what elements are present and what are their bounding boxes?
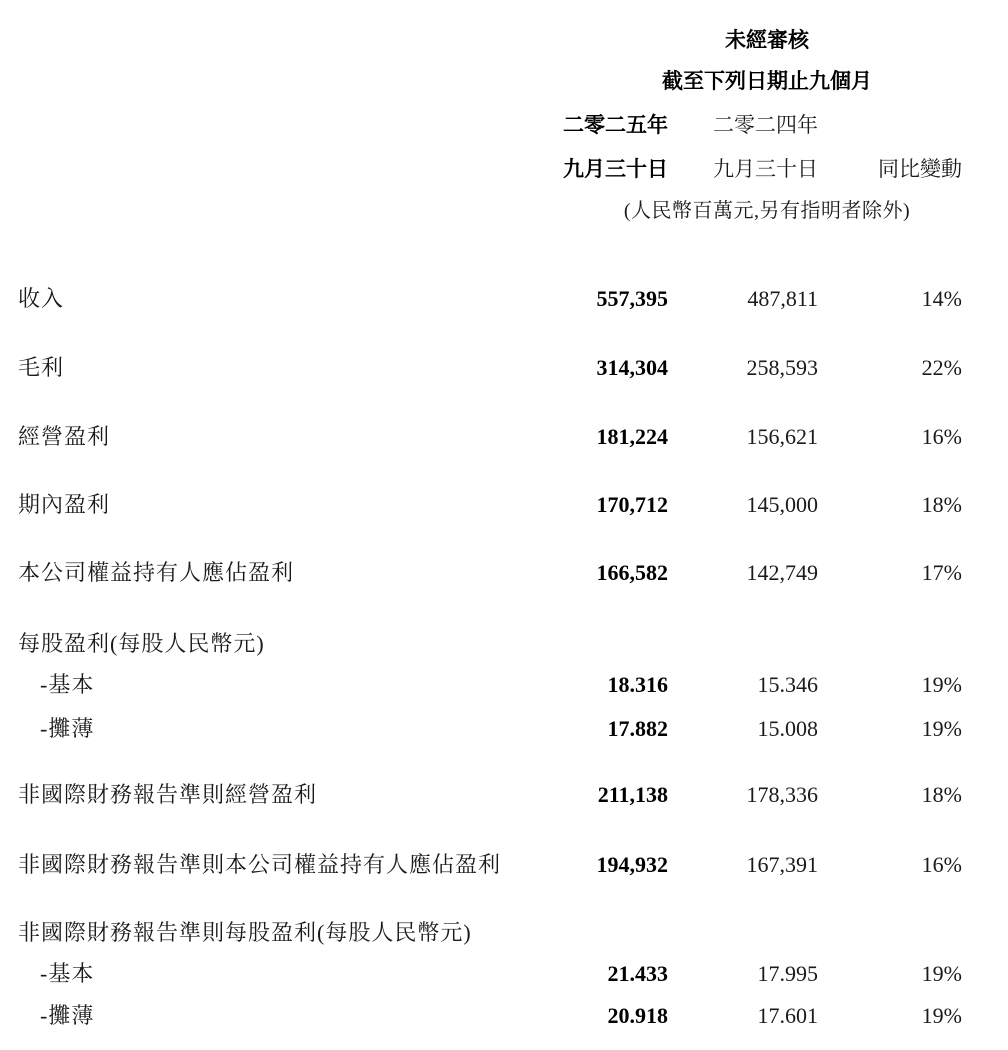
value-2025: 314,304 bbox=[596, 355, 668, 380]
row-label: 收入 bbox=[18, 286, 65, 311]
row-label: 經營盈利 bbox=[18, 424, 111, 449]
value-yoy: 16% bbox=[921, 852, 962, 877]
value-yoy: 19% bbox=[921, 961, 962, 986]
value-2024: 15.008 bbox=[757, 716, 818, 741]
value-2025: 18.316 bbox=[607, 672, 668, 697]
row-label: 非國際財務報告準則每股盈利(每股人民幣元) bbox=[18, 920, 472, 945]
value-yoy: 19% bbox=[921, 672, 962, 697]
value-2025: 17.882 bbox=[607, 716, 668, 741]
table-row-eps-diluted bbox=[18, 717, 962, 741]
row-label: -基本 bbox=[40, 961, 95, 986]
value-yoy: 14% bbox=[921, 286, 962, 311]
row-label: 本公司權益持有人應佔盈利 bbox=[18, 560, 295, 585]
value-yoy: 19% bbox=[921, 1003, 962, 1028]
value-2024: 178,336 bbox=[746, 782, 818, 807]
row-label: -攤薄 bbox=[40, 1003, 95, 1028]
column-header-dates-row bbox=[18, 157, 962, 182]
value-yoy: 17% bbox=[921, 560, 962, 585]
row-label: 非國際財務報告準則本公司權益持有人應佔盈利 bbox=[18, 852, 502, 877]
table-row-eps-basic bbox=[18, 673, 962, 697]
row-label: 每股盈利(每股人民幣元) bbox=[18, 631, 265, 656]
value-2024: 17.601 bbox=[757, 1003, 818, 1028]
value-2025: 557,395 bbox=[596, 286, 668, 311]
table-row-non-ifrs-operating-profit bbox=[18, 783, 962, 807]
value-2025: 181,224 bbox=[596, 424, 668, 449]
value-yoy: 18% bbox=[921, 492, 962, 517]
value-2024: 15.346 bbox=[757, 672, 818, 697]
table-row-non-ifrs-eps-section bbox=[18, 921, 962, 945]
value-yoy: 16% bbox=[921, 424, 962, 449]
value-2025: 166,582 bbox=[596, 560, 668, 585]
value-2024: 487,811 bbox=[747, 286, 818, 311]
col-header-date-2025: 九月三十日 bbox=[563, 158, 668, 181]
value-2024: 258,593 bbox=[746, 355, 818, 380]
value-yoy: 19% bbox=[921, 716, 962, 741]
value-2025: 21.433 bbox=[607, 961, 668, 986]
col-header-yoy: 同比變動 bbox=[878, 157, 962, 181]
table-row-non-ifrs-eps-diluted bbox=[18, 1004, 962, 1028]
table-row-profit-for-period bbox=[18, 493, 962, 517]
value-2025: 194,932 bbox=[596, 852, 668, 877]
col-header-date-2024: 九月三十日 bbox=[713, 157, 818, 181]
unaudited-heading: 未經審核 bbox=[725, 29, 809, 52]
table-header-block bbox=[572, 29, 962, 94]
value-2025: 20.918 bbox=[607, 1003, 668, 1028]
value-2024: 142,749 bbox=[746, 560, 818, 585]
table-row-revenue bbox=[18, 287, 962, 311]
value-yoy: 18% bbox=[921, 782, 962, 807]
value-yoy: 22% bbox=[921, 355, 962, 380]
row-label: 毛利 bbox=[18, 355, 65, 380]
value-2024: 156,621 bbox=[746, 424, 818, 449]
value-2025: 211,138 bbox=[597, 782, 668, 807]
table-row-non-ifrs-profit-attributable bbox=[18, 853, 962, 877]
col-header-year-2025: 二零二五年 bbox=[563, 114, 668, 137]
column-header-years-row bbox=[18, 113, 962, 138]
table-row-operating-profit bbox=[18, 425, 962, 449]
table-row-eps-section bbox=[18, 632, 962, 656]
value-2024: 167,391 bbox=[746, 852, 818, 877]
table-row-profit-attributable bbox=[18, 561, 962, 585]
table-row-gross-profit bbox=[18, 356, 962, 380]
period-heading: 截至下列日期止九個月 bbox=[662, 70, 872, 93]
table-row-non-ifrs-eps-basic bbox=[18, 962, 962, 986]
row-label: -基本 bbox=[40, 672, 95, 697]
value-2025: 170,712 bbox=[596, 492, 668, 517]
value-2024: 145,000 bbox=[746, 492, 818, 517]
row-label: -攤薄 bbox=[40, 716, 95, 741]
col-header-year-2024: 二零二四年 bbox=[713, 113, 818, 137]
row-label: 期內盈利 bbox=[18, 492, 111, 517]
row-label: 非國際財務報告準則經營盈利 bbox=[18, 782, 318, 807]
value-2024: 17.995 bbox=[757, 961, 818, 986]
unit-note: (人民幣百萬元,另有指明者除外) bbox=[623, 200, 911, 222]
